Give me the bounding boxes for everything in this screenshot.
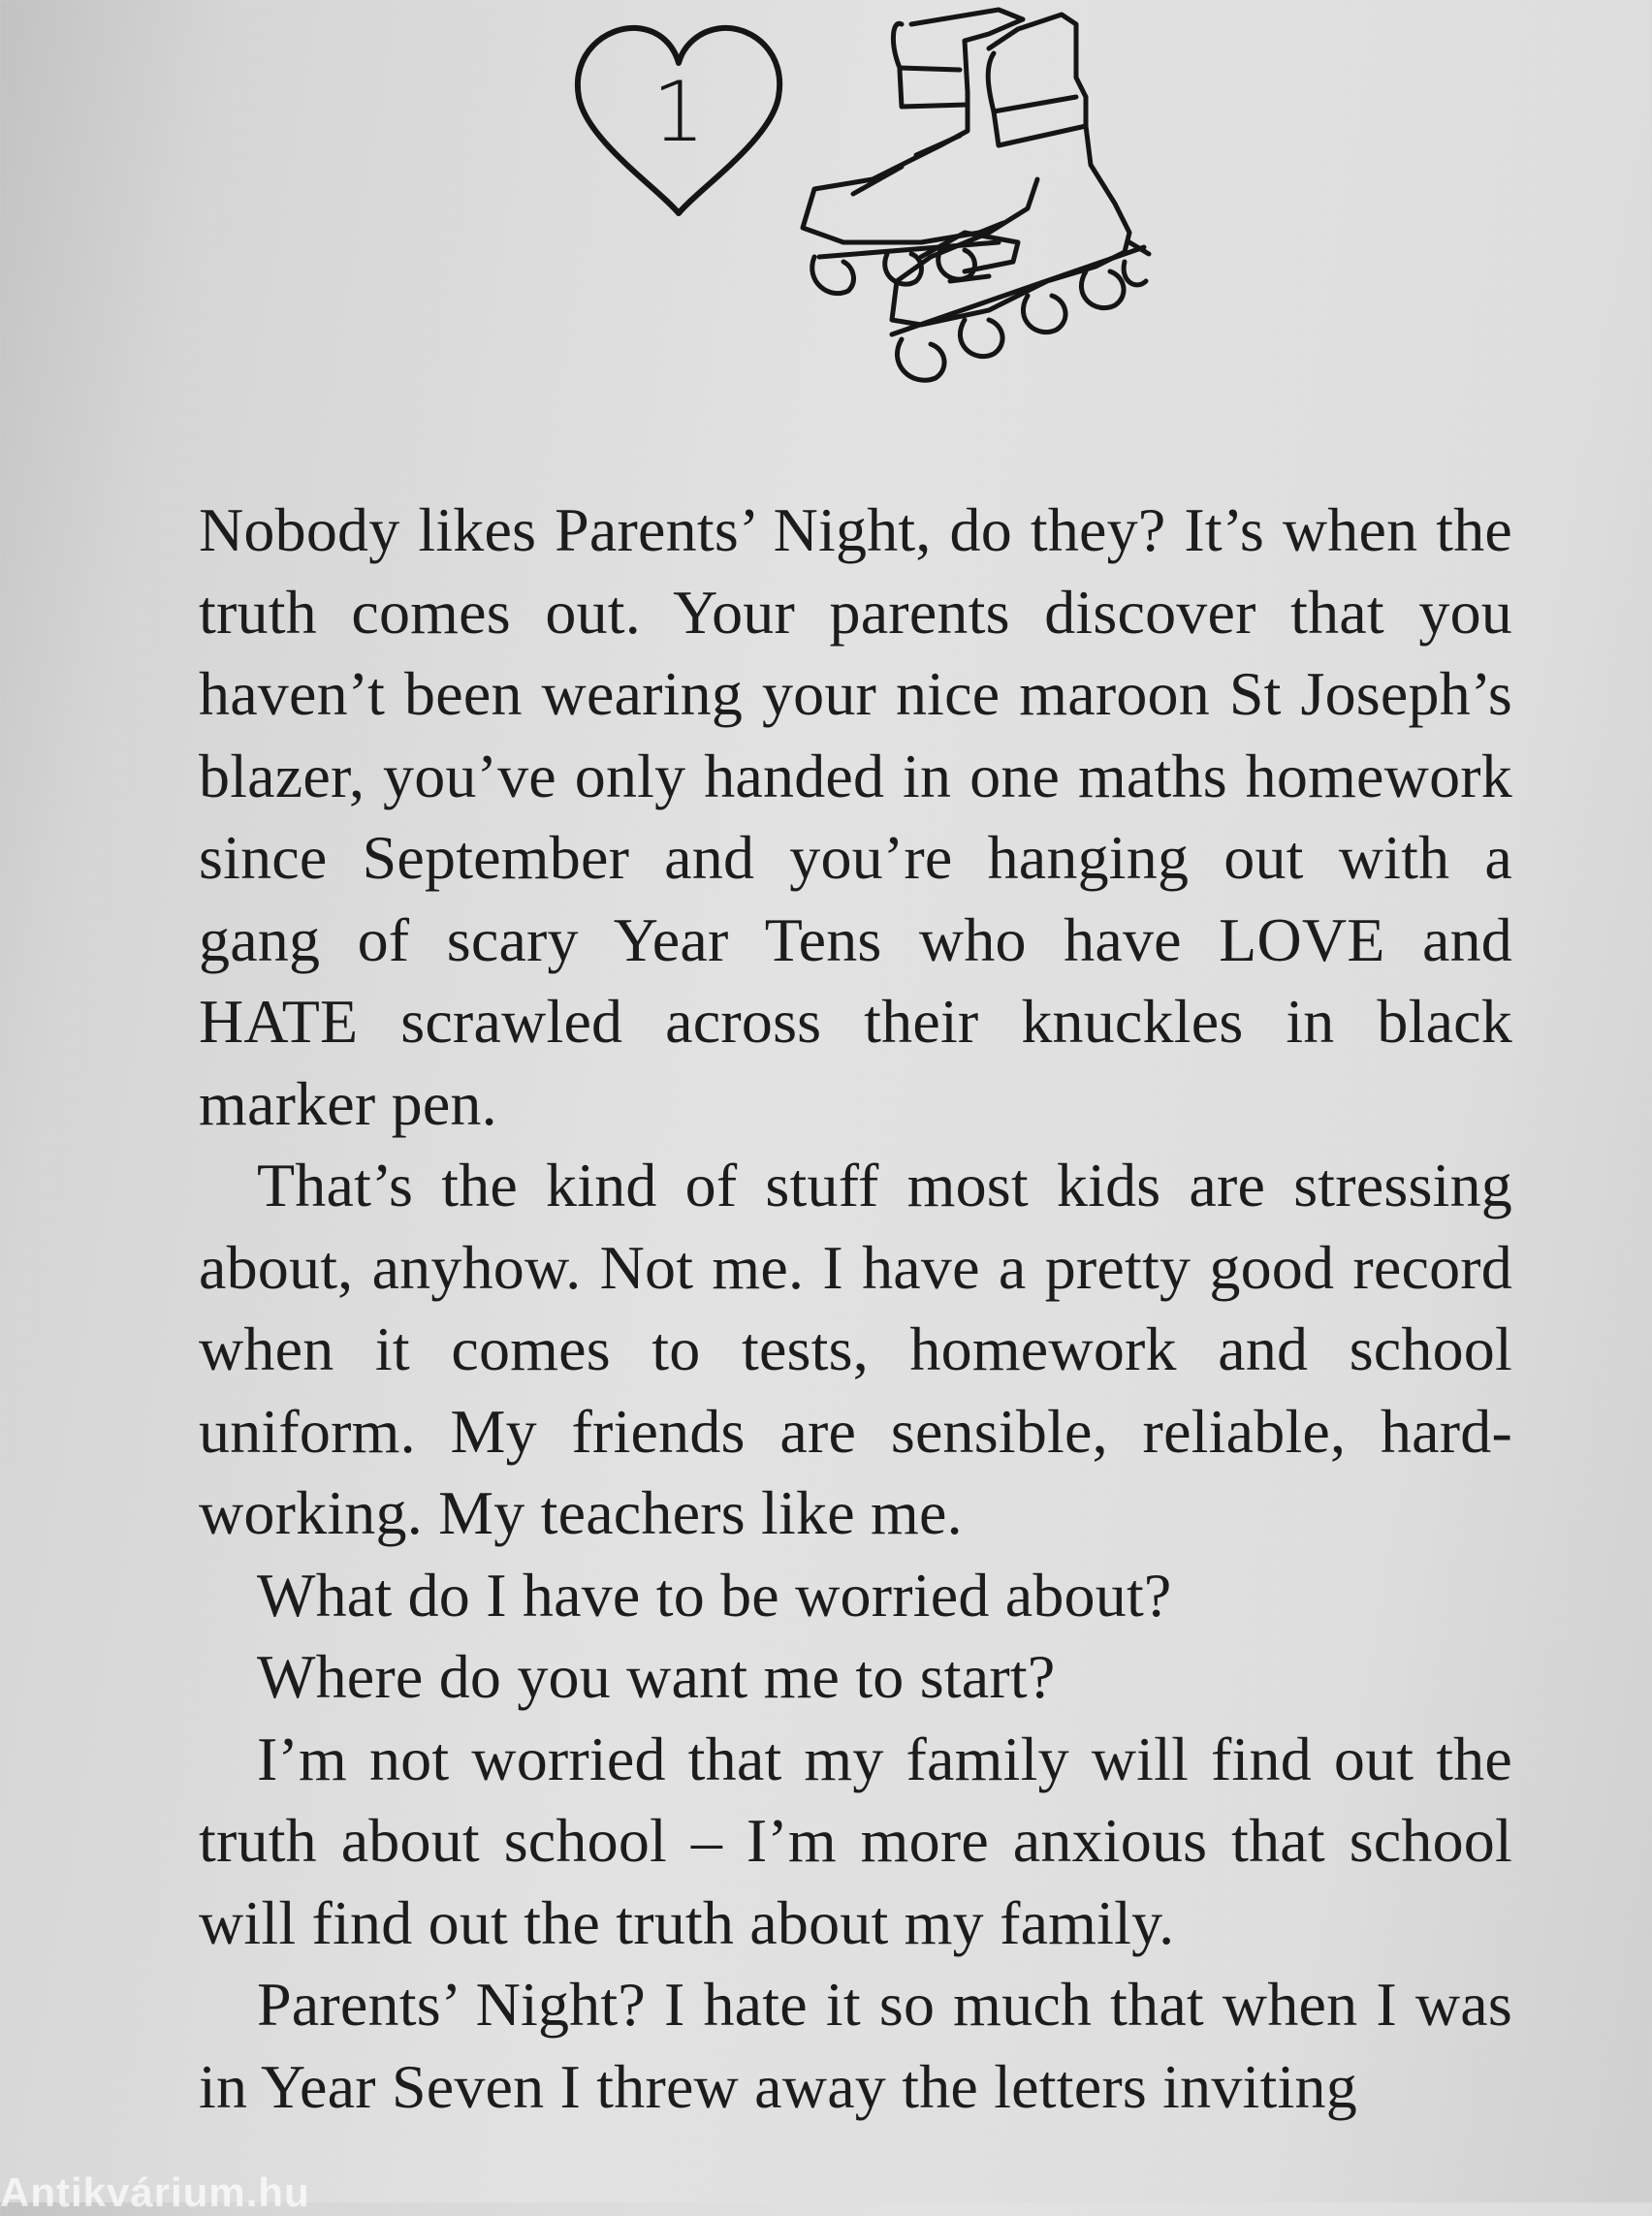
- paragraph: Nobody likes Parents’ Night, do they? It’s when the truth comes out. Your parents discover that you haven’t been wearing your nice maroon St Joseph’s blazer, you’ve only handed in one maths homework since September and you’re hanging out with a gang of scary Year Tens who have LOVE and HATE scrawled across their knuckles in black marker pen.: [199, 495, 1512, 1138]
- chapter-number: 1: [651, 64, 706, 161]
- paragraph: Where do you want me to start?: [257, 1642, 1056, 1711]
- chapter-body: [199, 490, 1512, 2128]
- paragraph: That’s the kind of stuff most kids are stressing about, anyhow. Not me. I have a pretty good record when it comes to tests, homework and school uniform. My friends are sensible, reliable, hard-working. My teachers like me.: [199, 1151, 1512, 1547]
- paragraph: Parents’ Night? I hate it so much that when I was in Year Seven I threw away the letters inviting: [199, 1970, 1512, 2121]
- paragraph: What do I have to be worried about?: [257, 1560, 1172, 1630]
- chapter-heart-badge: [567, 15, 790, 223]
- inline-skates-icon: [795, 0, 1154, 427]
- paragraph: I’m not worried that my family will find out the truth about school – I’m more anxious that school will find out the truth about my family.: [199, 1724, 1512, 1957]
- watermark: Antikvárium.hu: [0, 2169, 310, 2215]
